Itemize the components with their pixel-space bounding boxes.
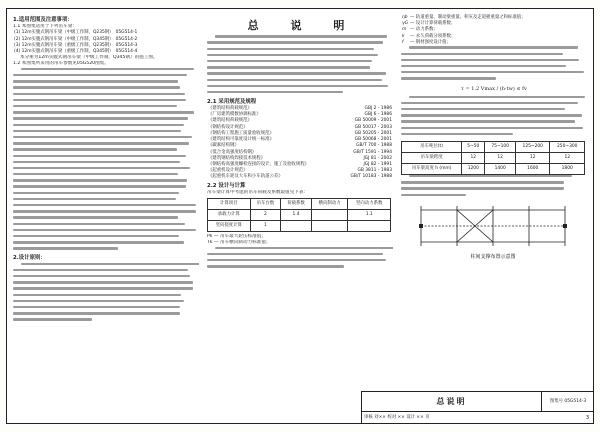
text-line bbox=[13, 99, 199, 105]
list-item: 《建筑结构荷载规范》 GB 50009 - 2001 bbox=[208, 118, 392, 124]
bracing-diagram bbox=[401, 202, 585, 262]
list-item: 《碳素结构钢》 GB/T 700 - 1988 bbox=[208, 143, 392, 149]
body-text-block bbox=[401, 46, 587, 83]
text-line bbox=[13, 167, 199, 173]
calc-intro: 吊车梁计算中考虑的吊车荷载及系数取值见下表： bbox=[207, 189, 309, 195]
list-item: 《建筑结构荷载规范》 GBJ 2 - 1986 bbox=[208, 106, 392, 112]
body-text-block bbox=[207, 246, 393, 271]
legend-line: Pk — 吊车最大轮压标准值； bbox=[207, 233, 266, 239]
table-row: 竖向挠度计算 1 bbox=[208, 220, 391, 231]
text-line bbox=[13, 228, 199, 234]
list-item: k — 永久荷载分项系数； bbox=[402, 33, 456, 39]
list-item: 《厂房建筑模数协调标准》 GBJ 6 - 1986 bbox=[208, 112, 392, 118]
text-line bbox=[401, 77, 587, 83]
series-list bbox=[13, 30, 138, 55]
diagram-node bbox=[419, 224, 423, 228]
list-item: 《钢结构高强度螺栓连接的设计、施工及验收规程》 JGJ 82 - 1991 bbox=[208, 161, 392, 167]
signature-row: 审核 刘×× 校对 ×× 设计 ×× 页 bbox=[364, 415, 430, 420]
text-line bbox=[13, 247, 199, 253]
list-item: 《钢结构设计规范》 GB 50017 - 2003 bbox=[208, 124, 392, 130]
list-item: (4) 12m实腹式钢吊车梁（重级工作制，Q345钢） 05G514-4 bbox=[14, 49, 138, 54]
list-item: m — 动力系数； bbox=[402, 27, 438, 33]
text-line bbox=[13, 262, 199, 268]
list-item: (2) 12m实腹式钢吊车梁（中级工作制，Q345钢） 05G514-2 bbox=[14, 36, 138, 42]
body-text-block bbox=[401, 175, 587, 200]
text-line bbox=[401, 175, 587, 181]
text-line bbox=[207, 259, 393, 265]
list-item: (3) 12m实腹式钢吊车梁（重级工作制，Q235钢） 05G514-3 bbox=[14, 42, 138, 48]
body-text-block bbox=[207, 35, 393, 97]
list-item: 《起重机车轮及大车和小车轨道公差》 GB/T 10183 - 1988 bbox=[208, 174, 392, 180]
table-row: 吊车梁跨度 12 12 12 12 bbox=[402, 152, 585, 163]
text-line bbox=[401, 65, 587, 71]
text-line bbox=[401, 58, 587, 64]
list-item: 《起重机设计规范》 GB 3811 - 1983 bbox=[208, 168, 392, 174]
section-heading-standards: 2.1 采用规范及规程 bbox=[207, 98, 257, 105]
text-line bbox=[13, 300, 199, 306]
text-line bbox=[401, 108, 587, 114]
text-line bbox=[207, 85, 393, 91]
text-line bbox=[207, 265, 393, 271]
atlas-number bbox=[542, 392, 594, 412]
text-line bbox=[13, 235, 199, 241]
text-line bbox=[13, 129, 199, 135]
list-item: 《钢结构工程施工质量验收规范》 GB 50205 - 2001 bbox=[208, 130, 392, 136]
text-line bbox=[207, 54, 393, 60]
text-line bbox=[401, 132, 587, 138]
beam-height-table bbox=[401, 141, 585, 175]
list-item: (1) 12m实腹式钢吊车梁（中级工作制，Q235钢） 05G514-1 bbox=[14, 30, 138, 36]
text-line bbox=[207, 91, 393, 97]
diagram-caption: 柱间支撑布置示意图 bbox=[470, 254, 516, 261]
text-line bbox=[13, 306, 199, 312]
body-text-block bbox=[401, 95, 587, 138]
text-line bbox=[13, 191, 199, 197]
legend-line: Tk — 吊车横向制动力标准值； bbox=[207, 240, 271, 246]
atlas-label: 图集号 bbox=[549, 399, 564, 404]
list-item: 《建筑钢结构焊接技术规程》 JGJ 81 - 2002 bbox=[208, 155, 392, 161]
load-coefficient-table bbox=[207, 198, 391, 232]
text-line bbox=[13, 204, 199, 210]
text-line bbox=[13, 136, 199, 142]
body-text-block bbox=[13, 68, 199, 254]
table-header-row: 计算项目 吊车台数 荷载系数 横向制动力 竖向动力系数 bbox=[208, 198, 391, 209]
text-line bbox=[207, 47, 393, 53]
list-item: f — 钢材强度设计值； bbox=[402, 39, 451, 45]
page-number: 3 bbox=[585, 415, 589, 421]
text-line bbox=[207, 78, 393, 84]
scope-intro: 1.1 本图集适用于下列吊车梁： bbox=[13, 24, 77, 30]
text-line bbox=[13, 105, 199, 111]
page-title: 总 说 明 bbox=[247, 19, 359, 32]
list-item: γG — 设计计算荷载系数； bbox=[402, 21, 456, 27]
standards-list bbox=[207, 106, 393, 180]
text-line bbox=[13, 318, 199, 324]
table-row: 承载力计算 2 1.4 1.1 bbox=[208, 209, 391, 220]
text-line bbox=[13, 198, 199, 204]
text-line bbox=[13, 160, 199, 166]
section-heading-principles: 2.设计原则： bbox=[13, 255, 46, 262]
list-item: 《建筑结构可靠度设计统一标准》 GB 50068 - 2001 bbox=[208, 137, 392, 143]
table-header-row: 吊车吨位(t) 5~50 75~100 125~200 250~300 bbox=[402, 141, 585, 152]
list-item: 《低合金高强度结构钢》 GB/T 1591 - 1994 bbox=[208, 149, 392, 155]
section-heading-calculation: 2.2 设计与计算 bbox=[207, 182, 246, 189]
table-row: 吊车梁高度 h (mm) 1200 1400 1600 1800 bbox=[402, 163, 585, 174]
diagram-node bbox=[563, 224, 567, 228]
text-line bbox=[401, 193, 587, 199]
column-2 bbox=[207, 35, 393, 271]
text-line bbox=[207, 252, 393, 258]
text-line bbox=[13, 68, 199, 74]
drawing-sheet bbox=[6, 8, 594, 424]
text-line bbox=[401, 95, 587, 101]
atlas-number-value: 05G514-3 bbox=[564, 399, 587, 404]
crane-parameter-note: 1.2 本图集所采用的吊车参数见05G520图集。 bbox=[13, 61, 109, 67]
shear-formula: τ = 1.2 Vmax / (h·tw) ≤ fv bbox=[461, 86, 527, 93]
title-block bbox=[361, 391, 593, 423]
sheet-name: 总说明 bbox=[362, 392, 542, 412]
text-line bbox=[13, 269, 199, 275]
symbol-list bbox=[401, 15, 527, 46]
body-text-block bbox=[13, 262, 199, 324]
text-line bbox=[13, 92, 199, 98]
column-3 bbox=[401, 15, 587, 262]
column-1 bbox=[13, 15, 199, 324]
volume-note: 本分册为12m实腹式钢吊车梁（中级工作制，Q345钢）的施工图。 bbox=[20, 55, 158, 61]
text-line bbox=[13, 293, 199, 299]
list-item: ηb — 轨道重量、制动梁重量、积灰及走道板重量之和标准值； bbox=[402, 15, 526, 20]
text-line bbox=[401, 102, 587, 108]
section-heading-scope: 1.适用范围及注意事项： bbox=[13, 17, 73, 23]
